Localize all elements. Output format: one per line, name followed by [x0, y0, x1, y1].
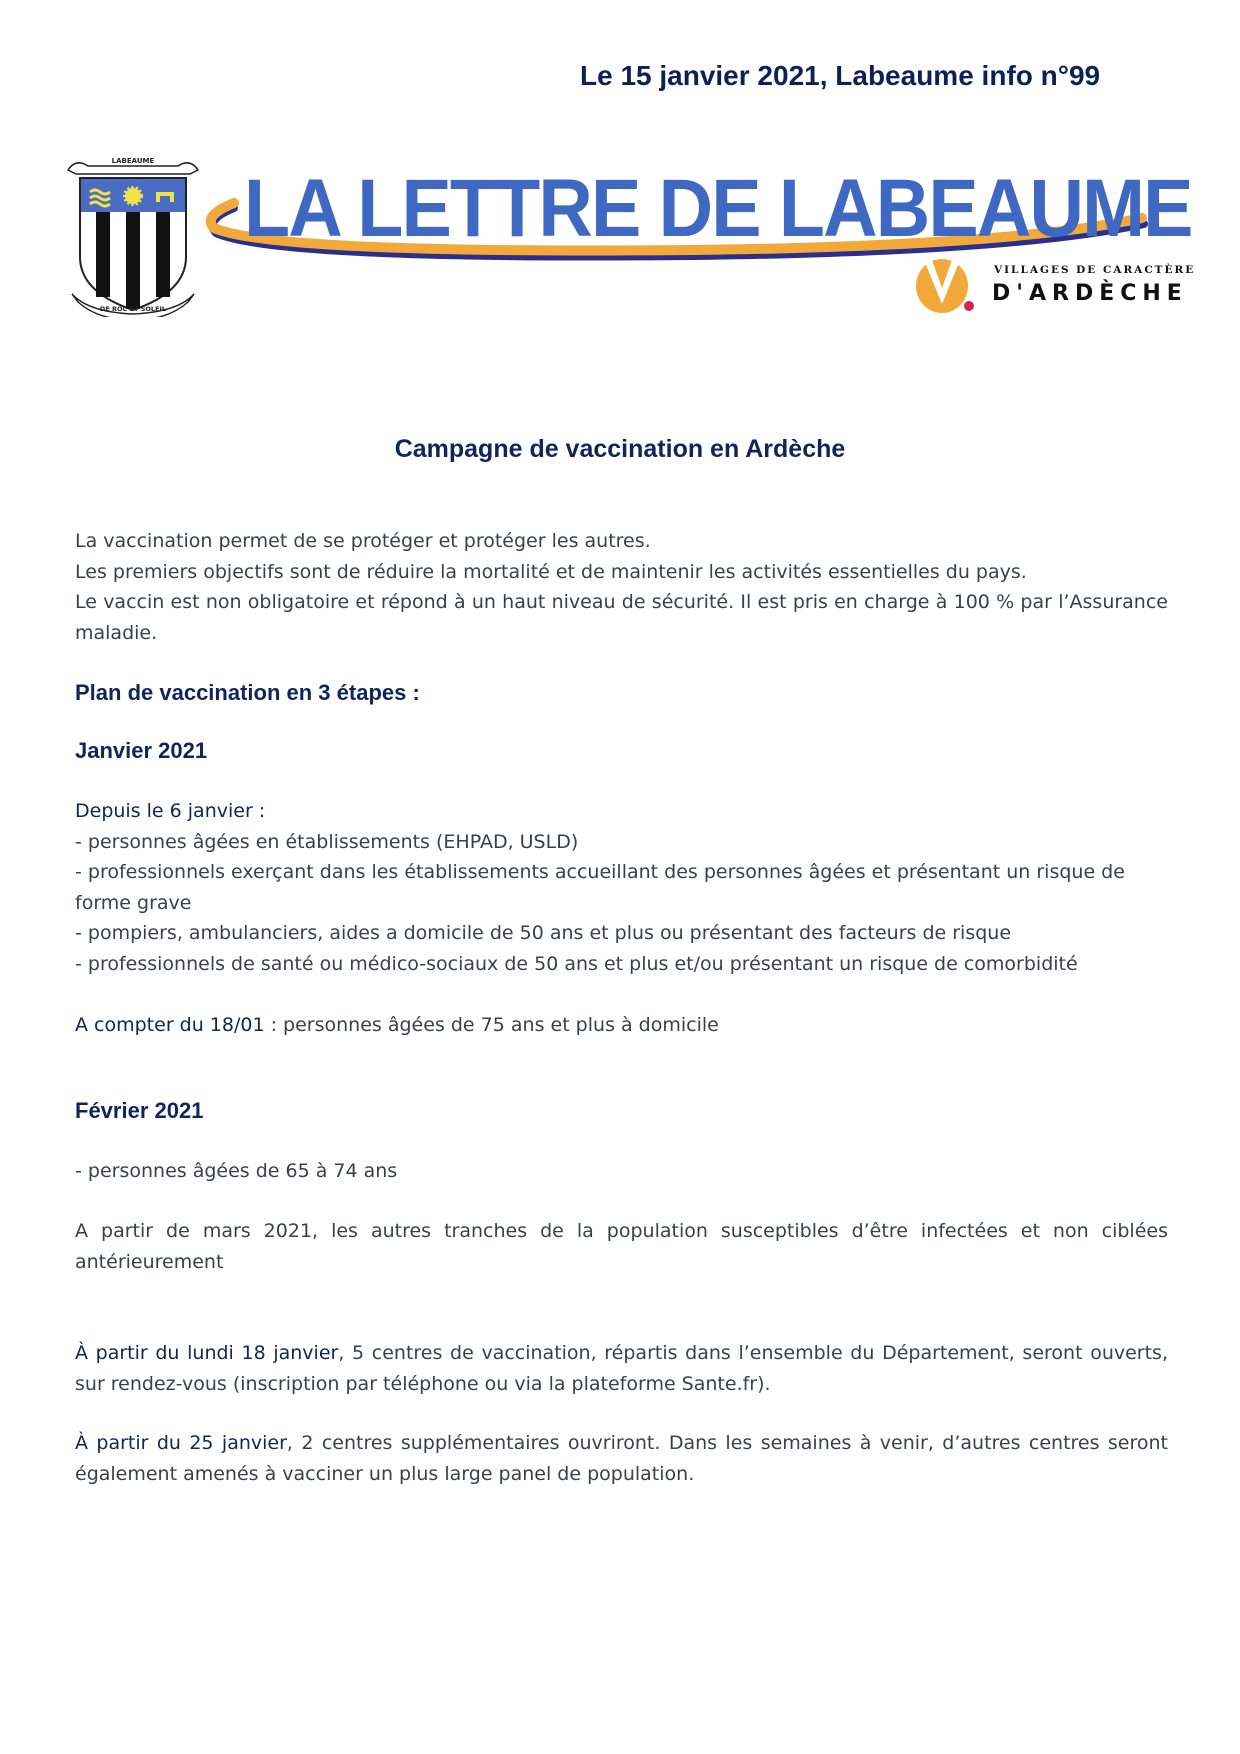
- partner-line-1: VILLAGES DE CARACTÈRE: [994, 264, 1196, 276]
- february-item: [75, 1156, 1168, 1187]
- january-section: [75, 796, 1168, 979]
- centers-text: , 2 centres supplémentaires ouvriront. Dans les semaines à venir, d’autres centres seront également amenés à vacciner un plus large panel de population.: [75, 1432, 1169, 1485]
- issue-line: Le 15 janvier 2021, Labeaume info n°99: [580, 60, 1101, 91]
- march-paragraph: [75, 1216, 1168, 1277]
- since-label: Depuis le 6 janvier :: [75, 800, 266, 822]
- january-heading: Janvier 2021: [75, 738, 208, 763]
- villages-de-caractere-logo: [914, 258, 1196, 318]
- intro-line: Les premiers objectifs sont de réduire la mortalité et de maintenir les activités essentielles du pays.: [75, 560, 1027, 583]
- banner-title: LA LETTRE DE LABEAUME: [244, 163, 1192, 254]
- from-text: : personnes âgées de 75 ans et plus à domicile: [264, 1014, 719, 1036]
- intro-line: La vaccination permet de se protéger et protéger les autres.: [75, 530, 651, 552]
- centers-label: À partir du 25 janvier: [75, 1432, 287, 1454]
- list-item: - personnes âgées de 65 à 74 ans: [75, 1160, 398, 1182]
- intro-paragraph: [75, 526, 1168, 648]
- centers-paragraph-2: [75, 1428, 1168, 1489]
- list-item: - pompiers, ambulanciers, aides a domicile de 50 ans et plus ou présentant des facteurs de risque: [75, 922, 1012, 944]
- list-item: - personnes âgées en établissements (EHPAD, USLD): [75, 830, 579, 853]
- centers-paragraph-1: [75, 1338, 1168, 1399]
- v-logo-icon: [914, 258, 978, 314]
- centers-text: , 5 centres de vaccination, répartis dans l’ensemble du Département, seront ouverts, sur rendez-vous (inscription par téléphone ou via la plateforme Sante.fr).: [75, 1342, 1168, 1395]
- crest-motto-bottom: DE ROC ET SOLEIL: [99, 305, 167, 313]
- article-title: Campagne de vaccination en Ardèche: [394, 435, 846, 463]
- from-label: A compter du 18/01: [75, 1014, 265, 1036]
- labeaume-crest-logo: [58, 152, 208, 317]
- from-18-01-line: [75, 1010, 1168, 1041]
- march-text: A partir de mars 2021, les autres tranches de la population susceptibles d’être infectées et non ciblées antérieurement: [75, 1220, 1168, 1273]
- centers-label: À partir du lundi 18 janvier: [75, 1342, 339, 1364]
- crest-motto-top: LABEAUME: [111, 157, 155, 165]
- newsletter-banner: [44, 148, 1196, 318]
- intro-line: Le vaccin est non obligatoire et répond à un haut niveau de sécurité. Il est pris en charge à 100 % par l’Assurance maladie.: [75, 591, 1168, 644]
- partner-line-2: D'ARDÈCHE: [992, 281, 1188, 306]
- list-item: - professionnels exerçant dans les établissements accueillant des personnes âgées et présentant un risque de forme grave: [75, 861, 1125, 914]
- list-item: - professionnels de santé ou médico-sociaux de 50 ans et plus et/ou présentant un risque de comorbidité: [75, 952, 1078, 975]
- february-heading: Février 2021: [75, 1098, 204, 1123]
- plan-heading: Plan de vaccination en 3 étapes :: [75, 680, 420, 705]
